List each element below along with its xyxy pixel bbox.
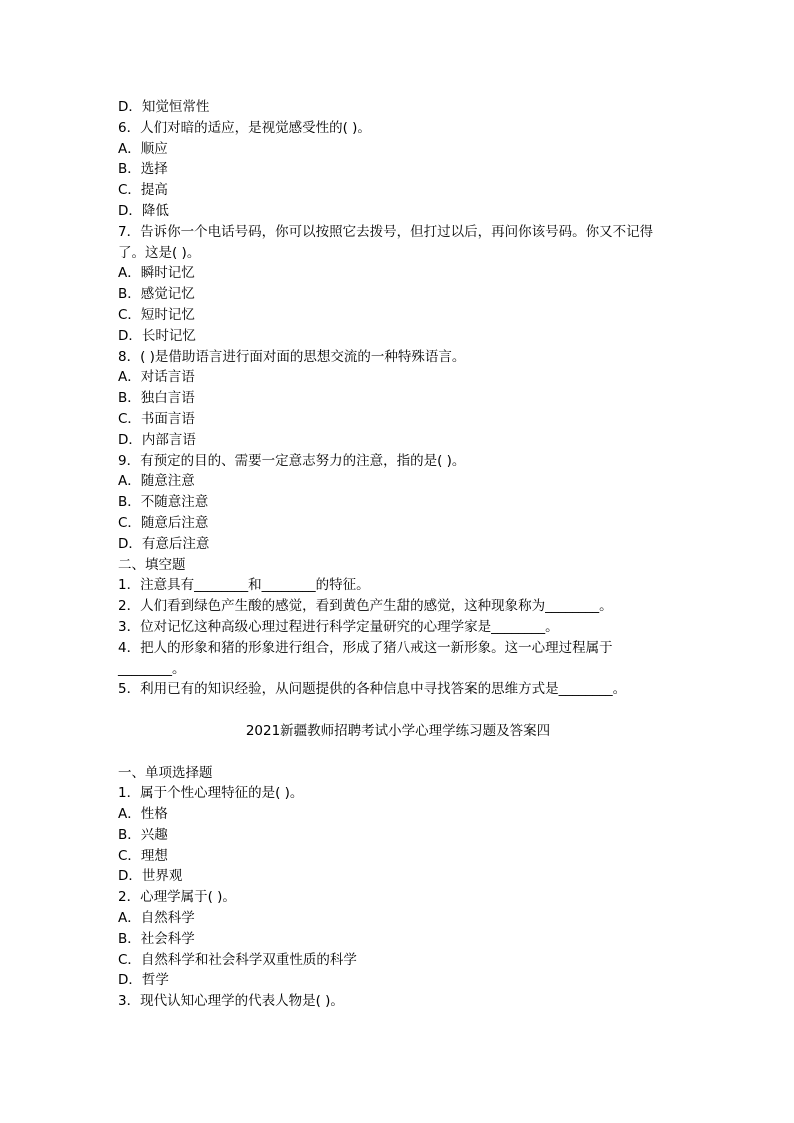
- question-text: 9．有预定的目的、需要一定意志努力的注意，指的是( )。: [118, 452, 466, 469]
- answer-option: C．短时记忆: [118, 306, 195, 323]
- answer-option: D．有意后注意: [118, 535, 210, 552]
- answer-option: C．理想: [118, 847, 168, 864]
- answer-option: A．自然科学: [118, 910, 195, 927]
- question-text: 7．告诉你一个电话号码，你可以按照它去拨号，但打过以后，再问你该号码。你又不记得: [118, 223, 654, 240]
- document-page: [118, 97, 678, 1012]
- answer-option: A．顺应: [118, 140, 168, 157]
- question-text-continued: 了。这是( )。: [118, 244, 201, 261]
- question-text: 8．( )是借助语言进行面对面的思想交流的一种特殊语言。: [118, 348, 466, 365]
- answer-option: D．长时记忆: [118, 327, 196, 344]
- answer-option: D．降低: [118, 202, 169, 219]
- question-text-continued: ________。: [118, 660, 186, 677]
- question-text: 2．心理学属于( )。: [118, 889, 236, 906]
- question-text: 3．现代认知心理学的代表人物是( )。: [118, 993, 344, 1010]
- blank-line: [118, 742, 678, 763]
- answer-option: A．随意注意: [118, 473, 195, 490]
- blank-line: [118, 700, 678, 721]
- answer-option: D．知觉恒常性: [118, 99, 210, 115]
- question-text: 2．人们看到绿色产生酸的感觉，看到黄色产生甜的感觉，这种现象称为________。: [118, 598, 613, 615]
- answer-option: C．提高: [118, 182, 168, 199]
- answer-option: B．不随意注意: [118, 494, 209, 511]
- section-heading: 二、填空题: [118, 556, 186, 573]
- answer-option: B．感觉记忆: [118, 286, 195, 303]
- question-text: 3．位对记忆这种高级心理过程进行科学定量研究的心理学家是________。: [118, 618, 559, 635]
- answer-option: A．性格: [118, 806, 168, 823]
- section-heading: 一、单项选择题: [118, 764, 213, 781]
- answer-option: D．内部言语: [118, 431, 196, 448]
- answer-option: D．哲学: [118, 972, 169, 989]
- question-text: 5．利用已有的知识经验，从问题提供的各种信息中寻找答案的思维方式是________。: [118, 681, 627, 698]
- document-title: 2021新疆教师招聘考试小学心理学练习题及答案四: [245, 722, 551, 739]
- answer-option: B．社会科学: [118, 930, 195, 947]
- answer-option: D．世界观: [118, 868, 183, 885]
- question-text: 1．注意具有________和________的特征。: [118, 577, 370, 594]
- answer-option: C．自然科学和社会科学双重性质的科学: [118, 951, 357, 968]
- answer-option: B．选择: [118, 161, 168, 178]
- answer-option: A．瞬时记忆: [118, 265, 195, 282]
- question-text: 4．把人的形象和猪的形象进行组合，形成了猪八戒这一新形象。这一心理过程属于: [118, 639, 613, 656]
- question-text: 1．属于个性心理特征的是( )。: [118, 785, 304, 802]
- question-text: 6．人们对暗的适应，是视觉感受性的( )。: [118, 119, 371, 136]
- answer-option: C．书面言语: [118, 410, 195, 427]
- answer-option: B．独白言语: [118, 390, 195, 407]
- answer-option: B．兴趣: [118, 826, 168, 843]
- answer-option: A．对话言语: [118, 369, 195, 386]
- answer-option: C．随意后注意: [118, 514, 209, 531]
